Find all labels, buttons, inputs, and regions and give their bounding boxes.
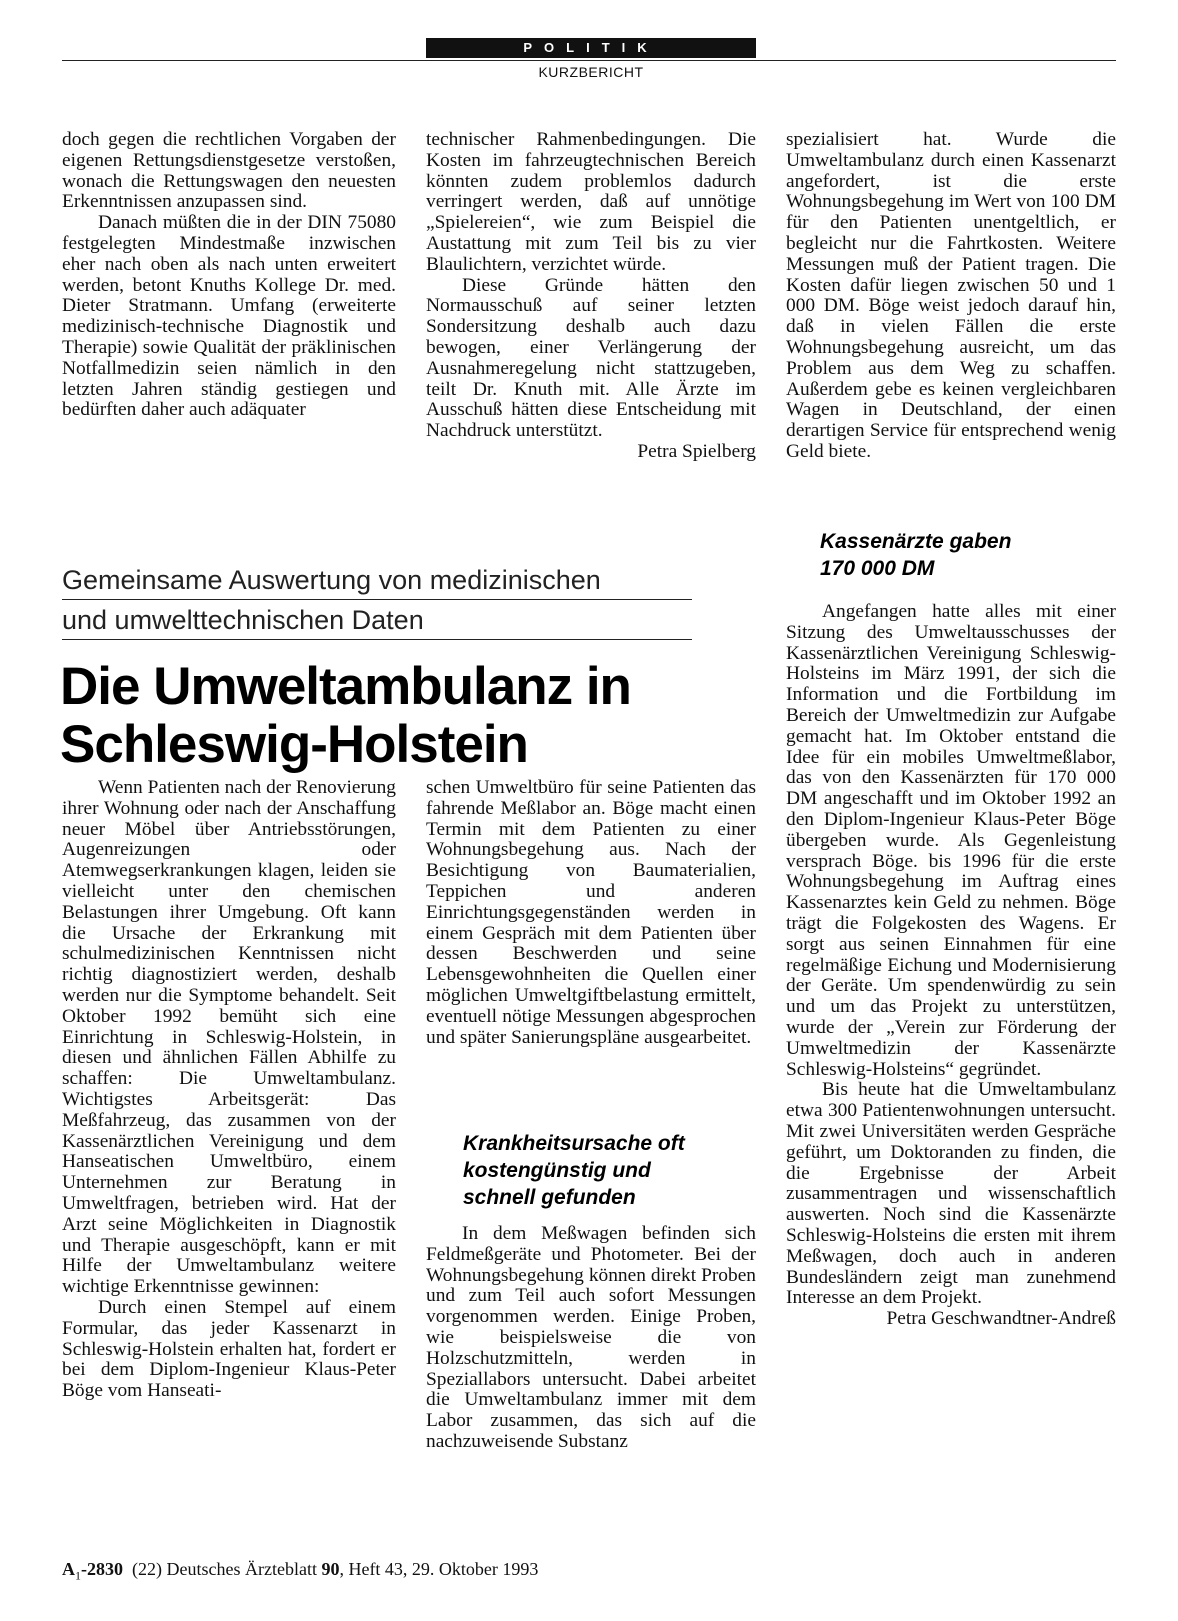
subsection-label: KURZBERICHT	[538, 64, 644, 80]
continued-column-2	[426, 130, 756, 463]
page-prefix: A	[62, 1559, 75, 1579]
continued-column-3	[786, 130, 1116, 463]
article-headline	[60, 658, 780, 774]
header-rule	[62, 60, 1116, 61]
paragraph: Diese Gründe hätten den Normausschuß auf seiner letzten Sondersitzung deshalb auch dazu bewogen, einer Verlängerung der Ausnahmeregelung nicht stattzugeben, teilt Dr. Knuth mit. Alle Ärzte im Ausschuß hätten diese Entscheidung mit Nachdruck unterstützt.	[426, 274, 756, 442]
page-number: -2830	[81, 1559, 123, 1579]
article-column-2	[426, 778, 756, 1048]
author-signature: Petra Spielberg	[637, 440, 756, 462]
headline-line: Die Umweltambulanz in	[60, 657, 631, 716]
subheading-kassenaerzte	[820, 528, 1120, 582]
paragraph: technischer Rahmenbedingungen. Die Kosten im fahrzeugtechnischen Bereich könnten zudem problemlos dadurch verringert werden, daß auf unnötige „Spielereien“, wie zum Beispiel die Austattung mit zum Teil bis zu vier Blaulichtern, verzichtet würde.	[426, 129, 756, 275]
subheading-line: Kassenärzte gaben	[820, 530, 1012, 553]
author-signature: Petra Geschwandtner-Andreß	[886, 1308, 1116, 1330]
continued-column-1	[62, 130, 396, 421]
volume-number: 90	[321, 1559, 340, 1579]
kicker-line: und umwelttechnischen Daten	[62, 605, 424, 635]
page-footer	[62, 1558, 538, 1587]
paragraph: In dem Meßwagen befinden sich Feldmeßgeräte und Photometer. Bei der Wohnungsbegehung können direkt Proben und zum Teil auch sofort Messungen vorgenommen werden. Einige Proben, wie beispielsweise die von Holzschutzmitteln, werden in Speziallabors untersucht. Dabei arbeitet die Umweltambulanz immer mit dem Labor zusammen, das sich auf die nachzuweisende Substanz	[426, 1223, 756, 1452]
subheading-line: schnell gefunden	[463, 1186, 636, 1209]
headline-line: Schleswig-Holstein	[60, 715, 528, 774]
paragraph: Wenn Patienten nach der Renovierung ihrer Wohnung oder nach der Anschaffung neuer Möbel über Antriebsstörungen, Augenreizungen oder Atemwegserkrankungen klagen, leiden sie vielleicht unter den chemischen Belastungen ihrer Umgebung. Oft kann die Ursache der Erkrankung mit schulmedizinischen Kenntnissen nicht richtig diagnostiziert werden, deshalb werden nur die Symptome behandelt. Seit Oktober 1992 bemüht sich eine Einrichtung in Schleswig-Holstein, in diesen und ähnlichen Fällen Abhilfe zu schaffen: Die Umweltambulanz. Wichtigstes Arbeitsgerät: Das Meßfahrzeug, das zusammen von der Kassenärztlichen Vereinigung und dem Hanseatischen Umweltbüro, einem Unternehmen zur Beratung in Umweltfragen, betrieben wird. Hat der Arzt seine Möglichkeiten in Diagnostik und Therapie ausgeschöpft, kann er mit Hilfe der Umweltambulanz weitere wichtige Erkenntnisse gewinnen:	[62, 777, 396, 1298]
journal-name: Deutsches Ärzteblatt	[166, 1559, 317, 1579]
kicker-rule	[62, 599, 692, 600]
article-column-3	[786, 602, 1116, 1330]
article-column-2-continued	[426, 1224, 756, 1453]
subheading-line: Krankheitsursache oft	[463, 1132, 685, 1155]
page-sub: 1	[75, 1568, 81, 1583]
paragraph: Durch einen Stempel auf einem Formular, das jeder Kassenarzt in Schleswig-Holstein erhalten hat, fordert er bei dem Diplom-Ingenieur Klaus-Peter Böge vom Hanseati-	[62, 1296, 396, 1402]
paragraph: Angefangen hatte alles mit einer Sitzung des Umweltausschusses der Kassenärztlichen Vereinigung Schleswig-Holsteins im März 1991, der sich die Information und die Fortbildung im Bereich der Umweltmedizin zur Aufgabe gemacht hat. Im Oktober entstand die Idee für ein mobiles Umweltmeßlabor, das von den Kassenärzten für 170 000 DM angeschafft und im Oktober 1992 an den Diplom-Ingenieur Klaus-Peter Böge übergeben wurde. Als Gegenleistung versprach Böge. bis 1996 für die erste Wohnungsbegehung im Auftrag eines Kassenarztes kein Geld zu nehmen. Böge trägt die Folgekosten des Wagens. Er sorgt aus seinen Einnahmen für eine regelmäßige Eichung und Modernisierung der Geräte. Um spendenwürdig zu sein und um das Projekt zu unterstützen, wurde der „Verein zur Förderung der Umweltmedizin der Kassenärzte Schleswig-Holsteins“ gegründet.	[786, 601, 1116, 1080]
article-kicker	[62, 560, 702, 640]
paragraph: spezialisiert hat. Wurde die Umweltambulanz durch einen Kassenarzt angefordert, ist die erste Wohnungsbegehung im Wert von 100 DM für den Patienten unentgeltlich, er begleicht nur die Fahrtkosten. Weitere Messungen muß der Patient tragen. Die Kosten dafür liegen zwischen 50 und 1 000 DM. Böge weist jedoch darauf hin, daß in vielen Fällen die erste Wohnungsbegehung ausreicht, um das Problem aus dem Weg zu schaffen. Außerdem gebe es keinen vergleichbaren Wagen in Deutschland, der einen derartigen Service für entsprechend wenig Geld biete.	[786, 129, 1116, 462]
paragraph: Bis heute hat die Umweltambulanz etwa 300 Patientenwohnungen untersucht. Mit zwei Universitäten werden Gespräche geführt, um Doktoranden zu finden, die die Ergebnisse der Arbeit zusammentragen und wissenschaftlich auswerten. Noch sind die Kassenärzte Schleswig-Holsteins die ersten mit ihrem Meßwagen, doch auch in anderen Bundesländern zeigt man zunehmend Interesse an dem Projekt.	[786, 1079, 1116, 1309]
kicker-line: Gemeinsame Auswertung von medizinischen	[62, 565, 601, 595]
issue-info: , Heft 43, 29. Oktober 1993	[339, 1559, 539, 1579]
article-column-1	[62, 778, 396, 1402]
paragraph: Danach müßten die in der DIN 75080 festgelegten Mindestmaße inzwischen eher nach oben als nach unten erweitert werden, betont Knuths Kollege Dr. med. Dieter Stratmann. Umfang (erweiterte medizinisch-technische Diagnostik und Therapie) sowie Qualität der präklinischen Notfallmedizin seien nämlich in den letzten Jahren ständig gestiegen und bedürften daher auch adäquater	[62, 212, 396, 421]
issue-index: (22)	[132, 1559, 162, 1579]
subheading-krankheitsursache	[463, 1130, 763, 1211]
paragraph: schen Umweltbüro für seine Patienten das fahrende Meßlabor an. Böge macht einen Termin mit dem Patienten zu einer Wohnungsbegehung aus. Nach der Besichtigung von Baumaterialien, Teppichen und anderen Einrichtungsgegenständen werden in einem Gespräch mit dem Patienten über dessen Beschwerden und seine Lebensgewohnheiten die Quellen einer möglichen Umweltgiftbelastung ermittelt, eventuell nötige Messungen abgesprochen und später Sanierungspläne ausgearbeitet.	[426, 777, 756, 1048]
kicker-rule	[62, 639, 692, 640]
subheading-line: 170 000 DM	[820, 557, 935, 580]
section-label: POLITIK	[426, 38, 756, 58]
paragraph: doch gegen die rechtlichen Vorgaben der eigenen Rettungsdienstgesetze verstoßen, wonach die Rettungswagen den neuesten Erkenntnissen anzupassen sind.	[62, 129, 396, 213]
subheading-line: kostengünstig und	[463, 1159, 651, 1182]
